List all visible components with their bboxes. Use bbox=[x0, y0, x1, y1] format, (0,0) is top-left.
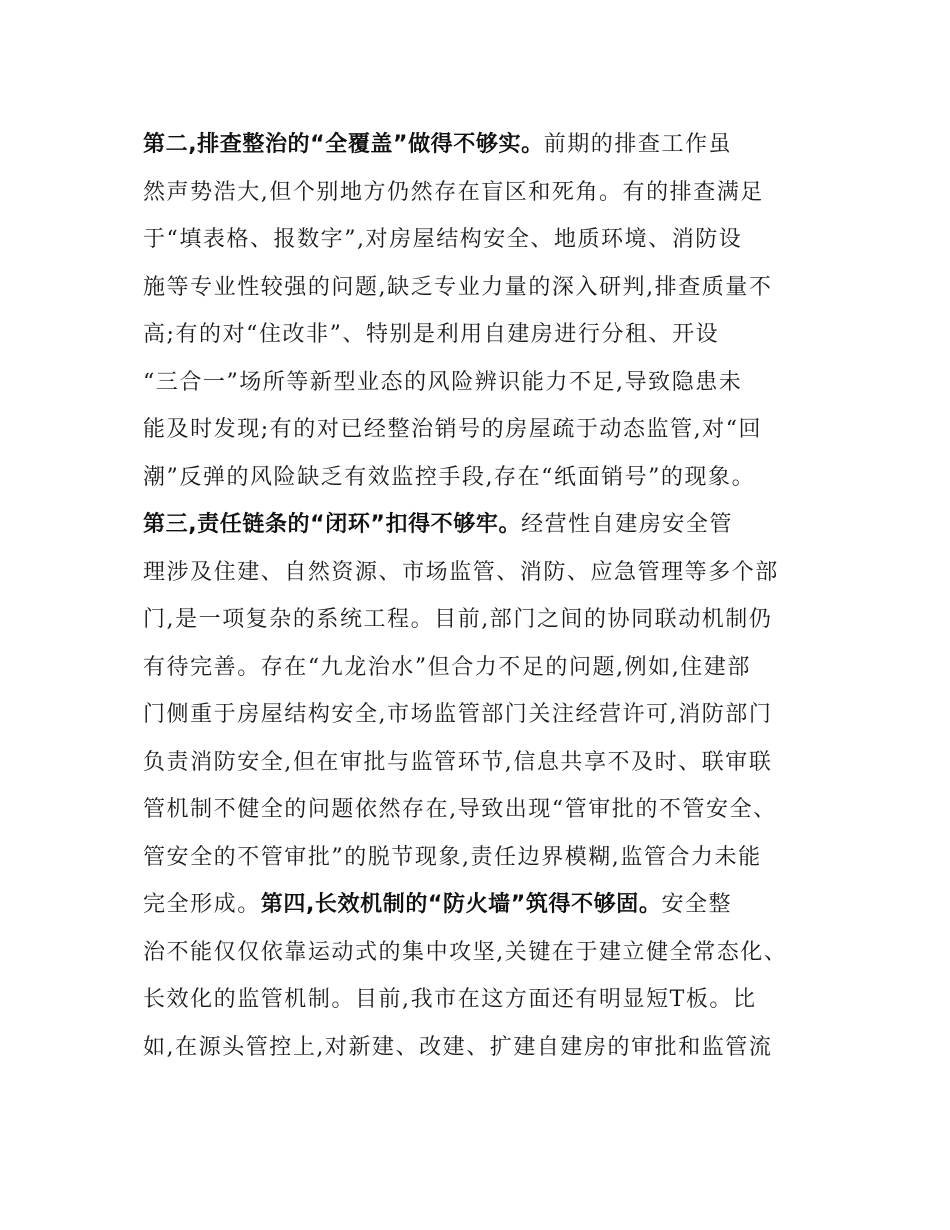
section-heading-text: 第二,排查整治的“全覆盖”做得不够实。 bbox=[143, 132, 544, 157]
body-text-segment: 负责消防安全,但在审批与监管环节,信息共享不及时、联审联 bbox=[143, 749, 773, 775]
body-text-segment: 潮”反弹的风险缺乏有效监控手段,存在“纸面销号”的现象。 bbox=[143, 464, 756, 490]
paragraph-line bbox=[143, 1024, 815, 1072]
body-text-segment: 然声势浩大,但个别地方仍然存在盲区和死角。有的排查满足 bbox=[143, 179, 764, 205]
paragraph-line bbox=[143, 549, 815, 597]
paragraph-line bbox=[143, 264, 815, 312]
section-heading-text: 第三,责任链条的“闭环”扣得不够牢。 bbox=[143, 512, 522, 537]
body-text-segment: 安全整 bbox=[661, 892, 733, 917]
paragraph-line bbox=[143, 454, 815, 502]
body-text-segment: 管机制不健全的问题依然存在,导致出现“管审批的不管安全、 bbox=[143, 797, 777, 822]
body-text-segment: 理涉及住建、自然资源、市场监管、消防、应急管理等多个部 bbox=[143, 559, 779, 585]
paragraph-line bbox=[143, 881, 815, 929]
body-text-segment: 管安全的不管审批”的脱节现象,责任边界模糊,监管合力未能 bbox=[143, 844, 762, 870]
paragraph-line bbox=[143, 786, 815, 834]
body-text-segment: 于“填表格、报数字”,对房屋结构安全、地质环境、消防设 bbox=[143, 227, 743, 252]
paragraph-line bbox=[143, 691, 815, 739]
paragraph-line bbox=[143, 311, 815, 359]
paragraph-line bbox=[143, 501, 815, 549]
body-text-segment: 门侧重于房屋结构安全,市场监管部门关注经营许可,消防部门 bbox=[143, 702, 773, 727]
body-text-segment: 能及时发现;有的对已经整治销号的房屋疏于动态监管,对“回 bbox=[143, 417, 763, 442]
body-text-segment: “三合一”场所等新型业态的风险辨识能力不足,导致隐患未 bbox=[143, 369, 743, 395]
paragraph-line bbox=[143, 834, 815, 882]
paragraph-line bbox=[143, 121, 815, 169]
paragraph-line bbox=[143, 929, 815, 977]
paragraph-line bbox=[143, 739, 815, 787]
body-text bbox=[143, 121, 815, 1071]
body-text-segment: 前期的排查工作虽 bbox=[543, 132, 733, 157]
body-text-segment: 治不能仅仅依靠运动式的集中攻坚,关键在于建立健全常态化、 bbox=[143, 939, 788, 965]
body-text-segment: 长效化的监管机制。目前,我市在这方面还有明显短T板。比 bbox=[143, 987, 757, 1012]
paragraph-line bbox=[143, 596, 815, 644]
paragraph-line bbox=[143, 169, 815, 217]
paragraph-line bbox=[143, 976, 815, 1024]
body-text-segment: 完全形成。 bbox=[143, 892, 261, 917]
body-text-segment: 施等专业性较强的问题,缺乏专业力量的深入研判,排查质量不 bbox=[143, 274, 773, 300]
body-text-segment: 经营性自建房安全管 bbox=[521, 512, 734, 537]
body-text-segment: 如,在源头管控上,对新建、改建、扩建自建房的审批和监管流 bbox=[143, 1034, 773, 1060]
body-text-segment: 有待完善。存在“九龙治水”但合力不足的问题,例如,住建部 bbox=[143, 654, 751, 680]
paragraph-line bbox=[143, 359, 815, 407]
section-heading-text: 第四,长效机制的“防火墙”筑得不够固。 bbox=[260, 892, 662, 917]
body-text-segment: 门,是一项复杂的系统工程。目前,部门之间的协同联动机制仍 bbox=[143, 607, 773, 632]
paragraph-line bbox=[143, 216, 815, 264]
paragraph-line bbox=[143, 644, 815, 692]
paragraph-line bbox=[143, 406, 815, 454]
body-text-segment: 高;有的对“住改非”、特别是利用自建房进行分租、开设 bbox=[143, 322, 720, 347]
